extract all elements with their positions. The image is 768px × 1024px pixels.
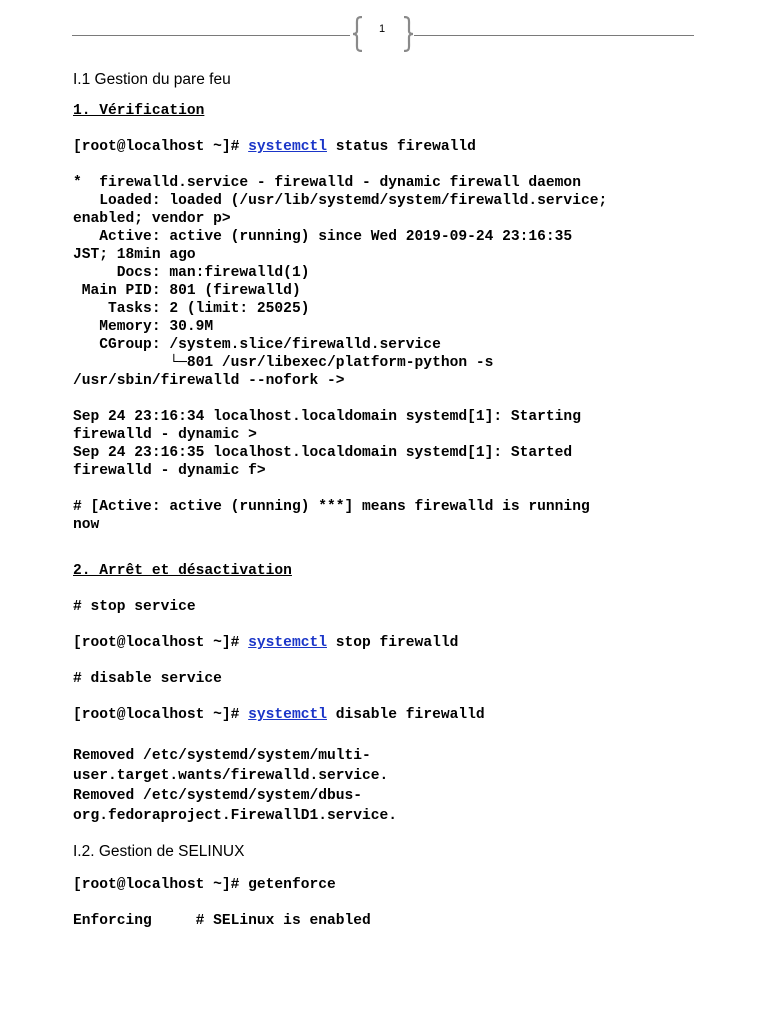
- note-line: # [Active: active (running) ***] means firewalld is running: [73, 499, 590, 515]
- log-output: [73, 408, 703, 480]
- subsection-title-stop-disable: 2. Arrêt et désactivation: [73, 563, 292, 579]
- command-status: [root@localhost ~]# systemctl status firewalld: [73, 139, 476, 155]
- log-line: Sep 24 23:16:35 localhost.localdomain systemd[1]: Started: [73, 445, 573, 461]
- status-line: JST; 18min ago: [73, 247, 196, 263]
- comment-disable-service: # disable service: [73, 671, 222, 687]
- status-line: /usr/sbin/firewalld --nofork ->: [73, 373, 345, 389]
- removed-line: Removed /etc/systemd/system/multi-: [73, 748, 371, 764]
- document-body: [73, 70, 703, 930]
- status-line: enabled; vendor p>: [73, 211, 231, 227]
- status-line: Loaded: loaded (/usr/lib/systemd/system/firewalld.service;: [73, 193, 608, 209]
- systemctl-link[interactable]: systemctl: [248, 635, 327, 651]
- status-line: CGroup: /system.slice/firewalld.service: [73, 337, 441, 353]
- section-title-selinux: I.2. Gestion de SELINUX: [73, 843, 245, 860]
- page-header: [72, 14, 694, 54]
- enforcing-line: Enforcing # SELinux is enabled: [73, 913, 371, 929]
- status-output: [73, 174, 703, 390]
- status-line: Memory: 30.9M: [73, 319, 214, 335]
- status-line: Docs: man:firewalld(1): [73, 265, 310, 281]
- removed-line: org.fedoraproject.FirewallD1.service.: [73, 808, 398, 824]
- status-line: Main PID: 801 (firewalld): [73, 283, 301, 299]
- left-brace-icon: [352, 16, 364, 52]
- systemctl-link[interactable]: systemctl: [248, 139, 327, 155]
- removed-output: [73, 746, 703, 826]
- command-getenforce: [root@localhost ~]# getenforce: [73, 877, 336, 893]
- comment-stop-service: # stop service: [73, 599, 196, 615]
- systemctl-link[interactable]: systemctl: [248, 707, 327, 723]
- removed-line: Removed /etc/systemd/system/dbus-: [73, 788, 363, 804]
- command-stop: [root@localhost ~]# systemctl stop firewalld: [73, 635, 459, 651]
- page-number: 1: [378, 23, 386, 35]
- subsection-title-verification: 1. Vérification: [73, 103, 205, 119]
- log-line: firewalld - dynamic >: [73, 427, 257, 443]
- status-line: * firewalld.service - firewalld - dynamic firewall daemon: [73, 175, 581, 191]
- right-brace-icon: [402, 16, 414, 52]
- running-note: [73, 498, 703, 534]
- header-rule-left: [72, 35, 350, 36]
- removed-line: user.target.wants/firewalld.service.: [73, 768, 389, 784]
- status-line: Tasks: 2 (limit: 25025): [73, 301, 310, 317]
- status-line: Active: active (running) since Wed 2019-09-24 23:16:35: [73, 229, 573, 245]
- log-line: firewalld - dynamic f>: [73, 463, 266, 479]
- section-title-firewall: I.1 Gestion du pare feu: [73, 71, 231, 88]
- log-line: Sep 24 23:16:34 localhost.localdomain systemd[1]: Starting: [73, 409, 581, 425]
- command-disable: [root@localhost ~]# systemctl disable firewalld: [73, 707, 485, 723]
- status-line: └─801 /usr/libexec/platform-python -s: [73, 355, 494, 371]
- note-line: now: [73, 517, 100, 533]
- header-rule-right: [414, 35, 694, 36]
